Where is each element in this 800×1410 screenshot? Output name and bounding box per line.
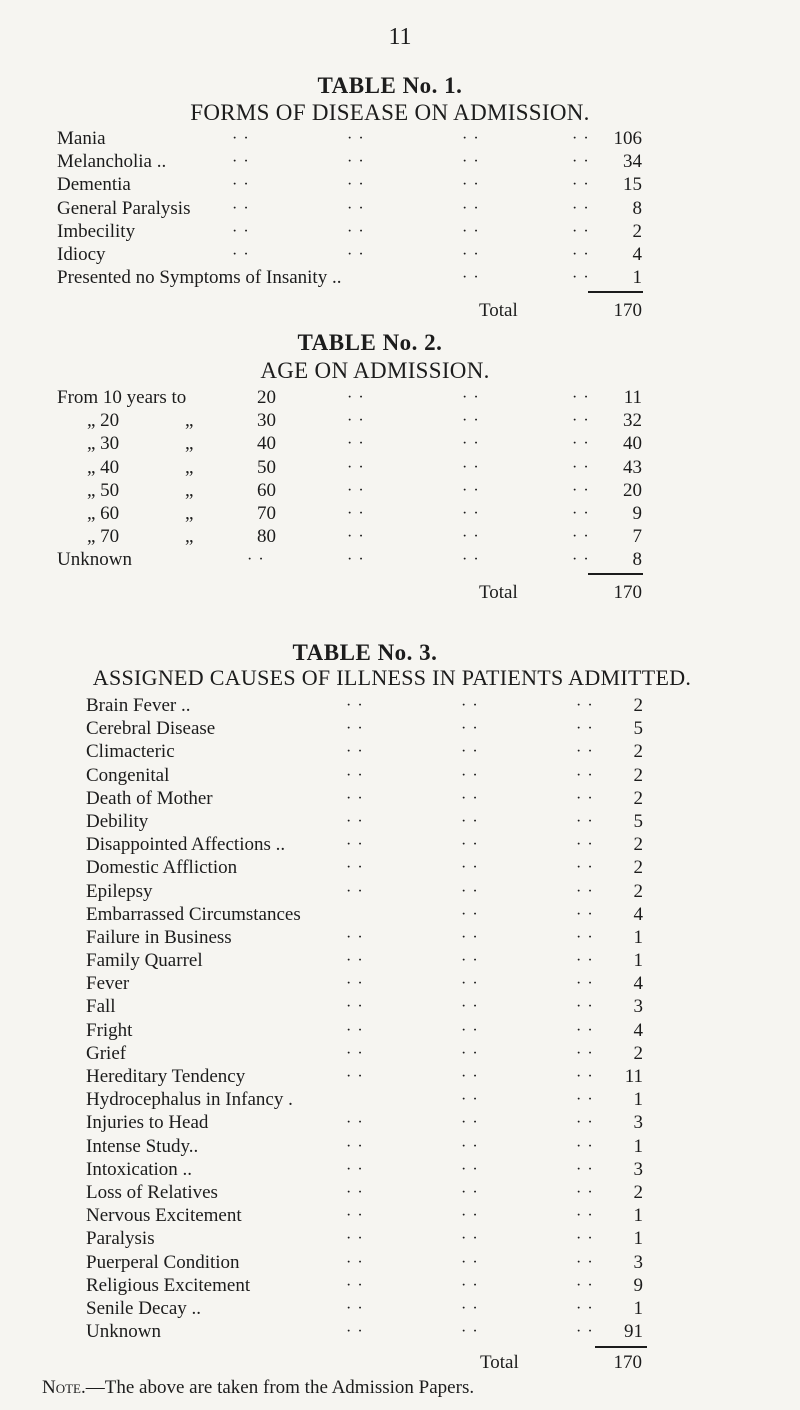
row-label: Intense Study.. (86, 1135, 199, 1157)
table3-total-value: 170 (613, 1352, 642, 1373)
leader-dots-1: · · (346, 836, 364, 854)
row-value: 11 (623, 387, 642, 408)
ditto-mark: „ (185, 456, 194, 478)
table2-total-rule (588, 573, 643, 575)
row-label: General Paralysis (57, 197, 191, 219)
row-value: 3 (633, 1158, 643, 1180)
table3-row (86, 810, 646, 833)
table3-row (86, 787, 646, 810)
table1-total-label: Total (479, 300, 518, 321)
leader-dots-3: · · (462, 458, 480, 476)
leader-dots-1: · · (346, 1299, 364, 1317)
table1-rows (57, 127, 647, 289)
table3-total-label: Total (480, 1352, 519, 1373)
leader-dots-1: · · (247, 551, 265, 569)
leader-dots-3: · · (462, 222, 480, 240)
table2-row (57, 432, 647, 455)
leader-dots-1: · · (346, 1183, 364, 1201)
row-value: 5 (633, 718, 643, 740)
leader-dots-2: · · (347, 199, 365, 217)
leader-dots-4: · · (572, 528, 590, 546)
leader-dots-4: · · (572, 269, 590, 287)
row-value: 9 (633, 1274, 643, 1296)
table2-title: TABLE No. 2. (297, 330, 443, 355)
leader-dots-4: · · (572, 245, 590, 263)
leader-dots-3: · · (576, 905, 594, 923)
row-value: 1 (633, 1089, 643, 1111)
table3-row (86, 764, 646, 787)
ditto-mark: „ (185, 433, 194, 455)
table3-total-rule (595, 1346, 647, 1348)
leader-dots-1: · · (232, 176, 250, 194)
leader-dots-2: · · (461, 1253, 479, 1271)
row-value: 4 (633, 1019, 643, 1041)
table2-total-label: Total (479, 582, 518, 603)
leader-dots-2: · · (461, 952, 479, 970)
row-label: Hydrocephalus in Infancy . (86, 1089, 293, 1111)
row-value: 7 (632, 526, 642, 548)
table1-row (57, 150, 647, 173)
leader-dots-2: · · (461, 1091, 479, 1109)
row-label: Imbecility (57, 220, 136, 242)
table3-row (86, 833, 646, 856)
age-from: „ 50 (87, 479, 120, 501)
table2-subtitle: AGE ON ADMISSION. (260, 358, 490, 383)
leader-dots-4: · · (572, 481, 590, 499)
table2-rows (57, 386, 647, 572)
row-value: 2 (633, 880, 643, 902)
row-label: Injuries to Head (86, 1112, 209, 1134)
leader-dots-4: · · (572, 153, 590, 171)
leader-dots-3: · · (576, 1137, 594, 1155)
table3-row (86, 1204, 646, 1227)
row-value: 34 (623, 151, 642, 173)
leader-dots-3: · · (576, 1230, 594, 1248)
leader-dots-3: · · (576, 1021, 594, 1039)
row-label: Brain Fever .. (86, 695, 191, 716)
age-to: 50 (257, 456, 276, 478)
leader-dots-3: · · (576, 789, 594, 807)
leader-dots-2: · · (461, 1021, 479, 1039)
row-value: 2 (633, 695, 643, 716)
row-label: Debility (86, 810, 149, 832)
leader-dots-3: · · (576, 1299, 594, 1317)
note (42, 1377, 474, 1399)
leader-dots-3: · · (576, 859, 594, 877)
row-value: 2 (633, 834, 643, 856)
row-value: 5 (633, 810, 643, 832)
note-text: —The above are taken from the Admission Papers. (85, 1377, 475, 1398)
table3-rows (86, 694, 646, 1343)
age-to: 20 (257, 387, 276, 408)
table1-row (57, 173, 647, 196)
leader-dots-2: · · (347, 153, 365, 171)
age-from: From 10 years to (57, 387, 187, 408)
table3-row (86, 949, 646, 972)
table1-total-rule (588, 291, 643, 293)
leader-dots-3: · · (576, 1183, 594, 1201)
table1-row (57, 220, 647, 243)
leader-dots-2: · · (347, 481, 365, 499)
table3-row (86, 1158, 646, 1181)
table3-row (86, 1042, 646, 1065)
leader-dots-2: · · (347, 458, 365, 476)
row-label: Melancholia .. (57, 151, 167, 173)
leader-dots-3: · · (462, 130, 480, 147)
row-value: 3 (633, 1112, 643, 1134)
leader-dots-3: · · (462, 528, 480, 546)
leader-dots-3: · · (462, 481, 480, 499)
leader-dots-2: · · (347, 528, 365, 546)
table2-row (57, 479, 647, 502)
leader-dots-1: · · (346, 1137, 364, 1155)
ditto-mark: „ (185, 410, 194, 432)
leader-dots-1: · · (346, 1207, 364, 1225)
table3-row (86, 1111, 646, 1134)
row-label: Religious Excitement (86, 1274, 251, 1296)
ditto-mark: „ (185, 526, 194, 548)
leader-dots-1: · · (232, 130, 250, 147)
table3-row (86, 1251, 646, 1274)
leader-dots-3: · · (462, 199, 480, 217)
leader-dots-3: · · (576, 952, 594, 970)
leader-dots-3: · · (576, 1044, 594, 1062)
row-value: 43 (623, 456, 642, 478)
leader-dots-2: · · (461, 1114, 479, 1132)
leader-dots-1: · · (346, 1044, 364, 1062)
table2-row (57, 386, 647, 409)
row-value: 32 (623, 410, 642, 432)
table2-total-value: 170 (613, 582, 642, 603)
leader-dots-1: · · (346, 1068, 364, 1085)
age-to: 40 (257, 433, 276, 455)
leader-dots-3: · · (462, 245, 480, 263)
ditto-mark: „ (185, 479, 194, 501)
row-label: Puerperal Condition (86, 1251, 240, 1273)
leader-dots-1: · · (346, 1021, 364, 1039)
row-label: Grief (86, 1042, 127, 1064)
leader-dots-3: · · (576, 882, 594, 900)
row-label: Nervous Excitement (86, 1205, 242, 1227)
leader-dots-1: · · (346, 1276, 364, 1294)
leader-dots-4: · · (572, 389, 590, 406)
leader-dots-2: · · (461, 859, 479, 877)
row-label: Paralysis (86, 1228, 155, 1250)
row-label: Senile Decay .. (86, 1297, 202, 1319)
leader-dots-3: · · (462, 504, 480, 522)
row-value: 91 (624, 1321, 643, 1343)
leader-dots-1: · · (346, 1323, 364, 1341)
row-value: 8 (632, 549, 642, 571)
row-value: 4 (633, 973, 643, 995)
leader-dots-1: · · (346, 882, 364, 900)
leader-dots-2: · · (461, 836, 479, 854)
table3-row (86, 972, 646, 995)
row-value: 15 (623, 174, 642, 196)
age-from: „ 60 (87, 502, 120, 524)
leader-dots-1: · · (346, 952, 364, 970)
leader-dots-2: · · (461, 720, 479, 738)
row-value: 3 (633, 1251, 643, 1273)
leader-dots-3: · · (576, 1207, 594, 1225)
table1-subtitle: FORMS OF DISEASE ON ADMISSION. (190, 100, 590, 125)
leader-dots-2: · · (461, 1137, 479, 1155)
row-label: Disappointed Affections .. (86, 834, 286, 856)
leader-dots-2: · · (461, 766, 479, 784)
row-label: Climacteric (86, 741, 175, 763)
leader-dots-3: · · (576, 1323, 594, 1341)
leader-dots-1: · · (346, 789, 364, 807)
row-label: Unknown (86, 1321, 161, 1343)
leader-dots-2: · · (347, 222, 365, 240)
row-label: Fright (86, 1019, 133, 1041)
leader-dots-3: · · (576, 766, 594, 784)
table1-row (57, 266, 647, 289)
leader-dots-2: · · (461, 1299, 479, 1317)
table3-row (86, 1274, 646, 1297)
row-value: 106 (613, 128, 642, 149)
leader-dots-4: · · (572, 504, 590, 522)
leader-dots-2: · · (347, 389, 365, 406)
leader-dots-3: · · (576, 998, 594, 1016)
row-label: Idiocy (57, 243, 106, 265)
row-label: Domestic Affliction (86, 857, 238, 879)
leader-dots-3: · · (462, 269, 480, 287)
page-number: 11 (388, 24, 412, 50)
table1-total-value: 170 (613, 300, 642, 321)
leader-dots-1: · · (232, 245, 250, 263)
row-value: 2 (633, 1181, 643, 1203)
row-value: 2 (633, 787, 643, 809)
leader-dots-3: · · (576, 836, 594, 854)
leader-dots-2: · · (461, 905, 479, 923)
leader-dots-4: · · (572, 412, 590, 430)
table2-row (57, 409, 647, 432)
row-value: 2 (633, 857, 643, 879)
age-from: „ 20 (87, 410, 120, 432)
note-prefix: Note. (42, 1377, 86, 1398)
row-label: Congenital (86, 764, 170, 786)
row-value: 1 (633, 926, 643, 948)
row-value: 2 (633, 764, 643, 786)
leader-dots-2: · · (461, 743, 479, 761)
table3-row (86, 856, 646, 879)
row-value: 2 (632, 220, 642, 242)
row-label: Hereditary Tendency (86, 1066, 246, 1087)
leader-dots-2: · · (347, 245, 365, 263)
leader-dots-2: · · (461, 1207, 479, 1225)
leader-dots-4: · · (572, 176, 590, 194)
leader-dots-1: · · (232, 222, 250, 240)
leader-dots-2: · · (347, 435, 365, 453)
table3-row (86, 1088, 646, 1111)
table3-row (86, 1181, 646, 1204)
leader-dots-2: · · (461, 697, 479, 714)
leader-dots-2: · · (461, 882, 479, 900)
leader-dots-1: · · (346, 1114, 364, 1132)
leader-dots-3: · · (576, 928, 594, 946)
leader-dots-1: · · (346, 998, 364, 1016)
table3-title: TABLE No. 3. (292, 640, 438, 665)
age-from: „ 40 (87, 456, 120, 478)
leader-dots-2: · · (461, 812, 479, 830)
table3-row (86, 694, 646, 717)
leader-dots-1: · · (346, 859, 364, 877)
row-value: 4 (632, 243, 642, 265)
row-value: 3 (633, 996, 643, 1018)
leader-dots-2: · · (461, 1183, 479, 1201)
row-label: Cerebral Disease (86, 718, 216, 740)
row-label: Fever (86, 973, 130, 995)
leader-dots-3: · · (576, 743, 594, 761)
leader-dots-1: · · (346, 1253, 364, 1271)
leader-dots-4: · · (572, 551, 590, 569)
leader-dots-3: · · (462, 412, 480, 430)
row-value: 1 (632, 267, 642, 289)
row-value: 1 (633, 1135, 643, 1157)
row-value: 1 (633, 1297, 643, 1319)
leader-dots-2: · · (461, 1230, 479, 1248)
row-label: Death of Mother (86, 787, 213, 809)
leader-dots-3: · · (576, 1160, 594, 1178)
leader-dots-3: · · (576, 812, 594, 830)
table3-row (86, 740, 646, 763)
leader-dots-3: · · (576, 1091, 594, 1109)
leader-dots-3: · · (462, 435, 480, 453)
table1-row (57, 243, 647, 266)
age-to: 30 (257, 410, 276, 432)
row-label: Failure in Business (86, 926, 232, 948)
table2-row (57, 548, 647, 571)
leader-dots-2: · · (347, 504, 365, 522)
row-label: Fall (86, 996, 116, 1018)
leader-dots-1: · · (232, 199, 250, 217)
leader-dots-4: · · (572, 458, 590, 476)
row-label: Intoxication .. (86, 1158, 193, 1180)
leader-dots-3: · · (576, 1068, 594, 1085)
leader-dots-2: · · (347, 130, 365, 147)
row-value: 20 (623, 479, 642, 501)
table2-row (57, 456, 647, 479)
row-label: Loss of Relatives (86, 1181, 218, 1203)
row-label: Epilepsy (86, 880, 153, 902)
age-to: 60 (257, 479, 276, 501)
leader-dots-3: · · (576, 1276, 594, 1294)
leader-dots-2: · · (461, 789, 479, 807)
leader-dots-4: · · (572, 435, 590, 453)
leader-dots-3: · · (462, 153, 480, 171)
leader-dots-3: · · (576, 697, 594, 714)
row-label: Presented no Symptoms of Insanity .. (57, 267, 342, 289)
age-from: Unknown (57, 549, 132, 571)
leader-dots-3: · · (576, 975, 594, 993)
leader-dots-1: · · (346, 743, 364, 761)
table2-row (57, 502, 647, 525)
leader-dots-1: · · (346, 720, 364, 738)
leader-dots-3: · · (576, 720, 594, 738)
leader-dots-2: · · (347, 176, 365, 194)
row-value: 40 (623, 433, 642, 455)
leader-dots-1: · · (346, 1230, 364, 1248)
row-value: 11 (624, 1066, 643, 1087)
leader-dots-2: · · (347, 412, 365, 430)
row-value: 2 (633, 1042, 643, 1064)
table2-row (57, 525, 647, 548)
leader-dots-3: · · (576, 1253, 594, 1271)
leader-dots-2: · · (461, 1068, 479, 1085)
table3-row (86, 926, 646, 949)
table3-row (86, 717, 646, 740)
table3-row (86, 1320, 646, 1343)
leader-dots-2: · · (347, 551, 365, 569)
leader-dots-1: · · (346, 928, 364, 946)
table3-row (86, 903, 646, 926)
leader-dots-1: · · (346, 812, 364, 830)
table3-row (86, 995, 646, 1018)
leader-dots-2: · · (461, 1276, 479, 1294)
leader-dots-1: · · (346, 697, 364, 714)
row-label: Family Quarrel (86, 950, 203, 972)
table1-row (57, 197, 647, 220)
row-label: Mania (57, 128, 106, 149)
leader-dots-3: · · (462, 551, 480, 569)
table1-row (57, 127, 647, 150)
table3-row (86, 1227, 646, 1250)
table3-row (86, 1065, 646, 1088)
leader-dots-4: · · (572, 199, 590, 217)
table3-row (86, 1135, 646, 1158)
table1-title: TABLE No. 1. (317, 73, 463, 98)
table3-row (86, 1019, 646, 1042)
leader-dots-2: · · (461, 928, 479, 946)
leader-dots-2: · · (461, 1160, 479, 1178)
leader-dots-3: · · (462, 389, 480, 406)
leader-dots-3: · · (576, 1114, 594, 1132)
row-value: 8 (632, 197, 642, 219)
leader-dots-1: · · (346, 1160, 364, 1178)
row-label: Dementia (57, 174, 131, 196)
table3-row (86, 1297, 646, 1320)
leader-dots-4: · · (572, 130, 590, 147)
age-to: 80 (257, 526, 276, 548)
table3-subtitle: ASSIGNED CAUSES OF ILLNESS IN PATIENTS ADMITTED. (92, 665, 692, 690)
leader-dots-3: · · (462, 176, 480, 194)
row-value: 1 (633, 950, 643, 972)
age-from: „ 70 (87, 526, 120, 548)
table3-row (86, 880, 646, 903)
row-value: 1 (633, 1228, 643, 1250)
ditto-mark: „ (185, 502, 194, 524)
row-value: 9 (632, 502, 642, 524)
leader-dots-2: · · (461, 998, 479, 1016)
row-value: 4 (633, 903, 643, 925)
leader-dots-4: · · (572, 222, 590, 240)
leader-dots-2: · · (461, 975, 479, 993)
age-to: 70 (257, 502, 276, 524)
age-from: „ 30 (87, 433, 120, 455)
row-value: 2 (633, 741, 643, 763)
leader-dots-2: · · (461, 1323, 479, 1341)
leader-dots-1: · · (346, 975, 364, 993)
row-value: 1 (633, 1205, 643, 1227)
row-label: Embarrassed Circumstances (86, 903, 301, 925)
leader-dots-1: · · (232, 153, 250, 171)
leader-dots-1: · · (346, 766, 364, 784)
leader-dots-2: · · (461, 1044, 479, 1062)
